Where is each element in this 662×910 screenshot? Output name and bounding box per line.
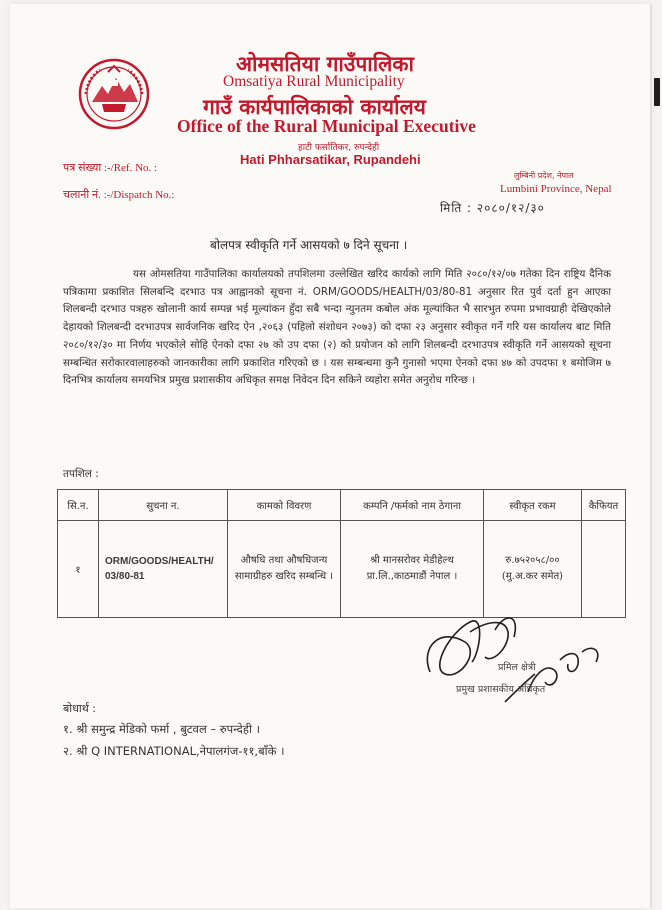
cell-sn: १ (58, 521, 99, 618)
province-en: Lumbini Province, Nepal (500, 183, 612, 195)
amount-note: (मु.अ.कर समेत) (501, 571, 564, 582)
header-remarks: कैफियत (582, 490, 626, 521)
letter-date: मिति : २०८०/१२/३० (440, 201, 545, 215)
cell-notice-no: ORM/GOODS/HEALTH/ 03/80-81 (99, 521, 228, 618)
scan-edge-mark (654, 78, 660, 106)
office-name-np: गाउँ कार्यपालिकाको कार्यालय (203, 95, 426, 119)
header-sn: सि.न. (58, 490, 99, 521)
letter-page (10, 4, 650, 908)
header-notice-no: सुचना न. (99, 490, 228, 521)
notice-subject: बोलपत्र स्वीकृति गर्ने आसयको ७ दिने सूचना । (210, 238, 408, 252)
municipality-emblem-logo (78, 58, 150, 130)
award-table (57, 489, 626, 618)
header-work: कामको विवरण (228, 490, 341, 521)
municipality-name-np: ओमसतिया गाउँपालिका (236, 52, 414, 76)
signatory-title: प्रमुख प्रशासकीय अधिकृत (456, 684, 546, 695)
amount-value: रु.७५२०५८/०० (505, 555, 560, 566)
cell-company: श्री मानसरोवर मेडीहेल्थ प्रा.लि.,काठमाडौं नेपाल । (341, 521, 484, 618)
signatory-name: प्रमिल क्षेत्री (498, 662, 536, 673)
office-name-en: Office of the Rural Municipal Executive (177, 116, 476, 136)
address-np: हाटी फर्सातिकर, रुपन्देही (298, 143, 380, 153)
details-label: तपशिल : (63, 468, 99, 480)
address-en: Hati Phharsatikar, Rupandehi (240, 152, 421, 167)
header-company: कम्पनि /फर्मको नाम ठेगाना (341, 490, 484, 521)
ref-number-label: पत्र संख्या :-/Ref. No. : (63, 162, 158, 174)
cell-work: औषधि तथा औषधिजन्य सामाग्रीहरु खरिद सम्बन्धि । (228, 521, 341, 618)
cc-item: १. श्री समुन्द्र मेडिको फर्मा , बुटवल – रुपन्देही । (63, 722, 260, 736)
header-amount: स्वीकृत रकम (484, 490, 582, 521)
cc-item: २. श्री Q INTERNATIONAL,नेपालगंज-११,बाँके । (63, 744, 285, 758)
cc-label: बोधार्थ : (63, 702, 96, 715)
table-header-row (58, 490, 626, 521)
province-np: लुम्बिनी प्रदेश, नेपाल (514, 171, 574, 180)
notice-body: यस ओमसतिया गाउँपालिका कार्यालयको तपशिलमा उल्लेखित खरिद कार्यको लागि मिति २०८०/१२/०७ गतेका दिन राष्ट्रिय दैनिक पत्रिकामा प्रकाशित सिलबन्दि दरभाउ पत्र आह्वानको सूचना नं. ORM/GOODS/HEALTH/03/80-81 अनुसार रित पुर्व दर्ता हुन आएका शिलबन्दी दरभाउ पत्रहरु खोलानी कार्य सम्पन्न भई मूल्यांकन हुँदा सबै भन्दा न्युनतम कबोल अंक मूल्यांकित भै सारभुत रुपमा प्रभावग्राही देखिएकोले देहायको शिलबन्दी दरभाउपत्र सार्वजनिक खरिद ऐन ,२०६३ (पहिलो संशोधन २०७३) को दफा २३ अनुसार स्वीकृत गर्ने गरि यस कार्यालय बाट मिति २०८०/१२/३० मा निर्णय भएकोले सोहि ऐनको दफा २७ को उप दफा (२) को प्रयोजन को लागि शिलबन्दी दरभाउपत्र स्वीकृति गर्ने आसयको सूचना सम्बन्धित सरोकारवालाहरुको जानकारीका लागि प्रकाशित गरिएको छ । यस सम्बन्धमा कुनै गुनासो भएमा ऐनको दफा ४७ को उपदफा १ बमोजिम ७ दिनभित्र कार्यालय समयभित्र प्रमुख प्रशासकीय अधिकृत समक्ष निवेदन दिन सकिने व्यहोरा समेत अनुरोध गरिन्छ । (63, 268, 611, 387)
municipality-name-en: Omsatiya Rural Municipality (223, 73, 405, 90)
dispatch-number-label: चलानी नं. :-/Dispatch No.: (63, 189, 175, 201)
